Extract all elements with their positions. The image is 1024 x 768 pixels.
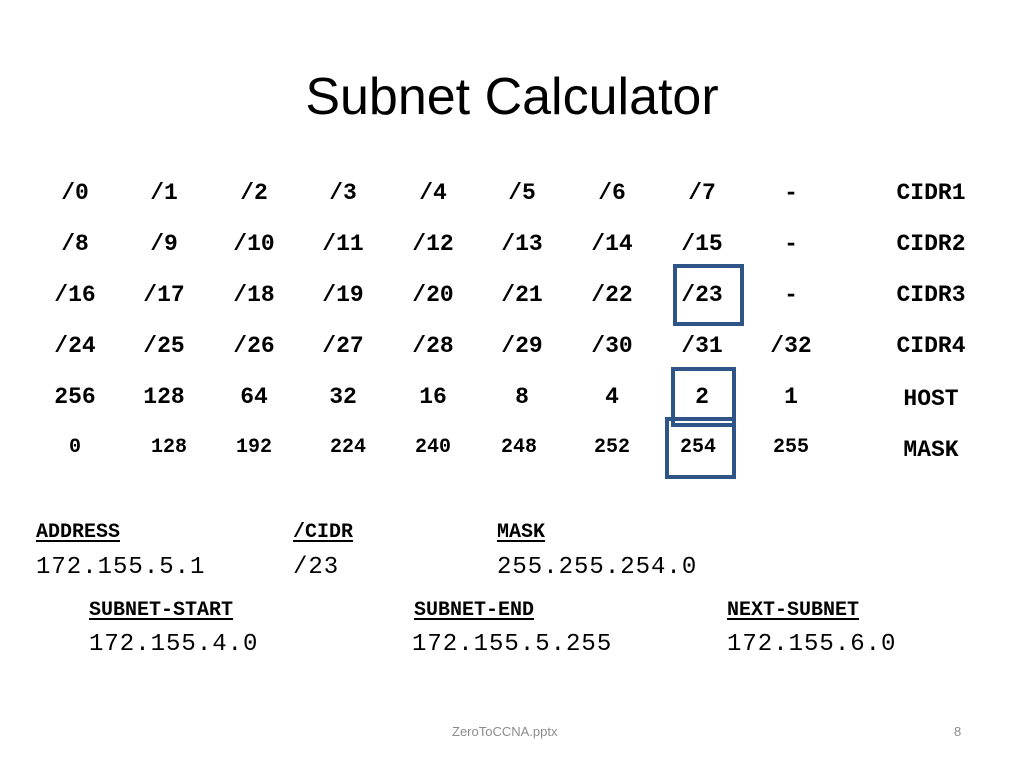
table-cell-host-1: 128 [143, 384, 185, 410]
table-cell-mask-6: 252 [593, 436, 630, 459]
table-cell-cidr1-0: /0 [61, 180, 89, 206]
table-cell-mask-5: 248 [500, 436, 537, 459]
table-cell-cidr1-1: /1 [150, 180, 178, 206]
row-label-cidr3: CIDR3 [896, 282, 966, 308]
table-cell-host-8: 1 [784, 384, 798, 410]
table-cell-cidr3-8: - [784, 282, 798, 308]
table-cell-cidr1-5: /5 [508, 180, 536, 206]
table-cell-cidr4-6: /30 [591, 333, 633, 359]
table-cell-cidr4-7: /31 [681, 333, 723, 359]
subnet-end-value: 172.155.5.255 [412, 631, 613, 658]
table-cell-mask-3: 224 [329, 436, 366, 459]
mask-value: 255.255.254.0 [497, 554, 698, 581]
table-cell-cidr1-7: /7 [688, 180, 716, 206]
table-cell-cidr2-7: /15 [681, 231, 723, 257]
table-cell-cidr2-6: /14 [591, 231, 633, 257]
table-cell-cidr4-5: /29 [501, 333, 543, 359]
table-cell-cidr3-3: /19 [322, 282, 364, 308]
table-cell-host-2: 64 [240, 384, 268, 410]
row-label-mask: MASK [903, 437, 959, 463]
table-cell-cidr1-8: - [784, 180, 798, 206]
subnet-start-value: 172.155.4.0 [89, 631, 259, 658]
table-cell-mask-4: 240 [414, 436, 451, 459]
row-label-host: HOST [903, 386, 959, 412]
table-cell-cidr3-0: /16 [54, 282, 96, 308]
table-cell-host-7: 2 [695, 384, 709, 410]
cidr-value: /23 [293, 554, 340, 581]
next-subnet-value: 172.155.6.0 [727, 631, 897, 658]
mask-label: MASK [497, 521, 546, 544]
table-cell-cidr3-1: /17 [143, 282, 185, 308]
table-cell-mask-0: 0 [68, 436, 81, 459]
table-cell-host-3: 32 [329, 384, 357, 410]
table-cell-mask-1: 128 [150, 436, 187, 459]
table-cell-cidr3-5: /21 [501, 282, 543, 308]
subnet-end-label: SUBNET-END [414, 599, 535, 622]
table-cell-cidr3-4: /20 [412, 282, 454, 308]
table-cell-cidr2-8: - [784, 231, 798, 257]
cidr-label: /CIDR [293, 521, 354, 544]
subnet-start-label: SUBNET-START [89, 599, 234, 622]
address-label: ADDRESS [36, 521, 121, 544]
table-cell-mask-7: 254 [679, 436, 716, 459]
table-cell-host-4: 16 [419, 384, 447, 410]
table-cell-cidr3-7: /23 [681, 282, 723, 308]
table-cell-cidr1-6: /6 [598, 180, 626, 206]
table-cell-cidr2-4: /12 [412, 231, 454, 257]
row-label-cidr2: CIDR2 [896, 231, 966, 257]
table-cell-cidr2-3: /11 [322, 231, 364, 257]
table-cell-cidr1-2: /2 [240, 180, 268, 206]
table-cell-cidr4-2: /26 [233, 333, 275, 359]
address-value: 172.155.5.1 [36, 554, 206, 581]
table-cell-mask-8: 255 [772, 436, 809, 459]
next-subnet-label: NEXT-SUBNET [727, 599, 860, 622]
table-cell-cidr3-6: /22 [591, 282, 633, 308]
footer-filename: ZeroToCCNA.pptx [452, 724, 558, 739]
row-label-cidr1: CIDR1 [896, 180, 966, 206]
table-cell-mask-2: 192 [235, 436, 272, 459]
table-cell-host-6: 4 [605, 384, 619, 410]
table-cell-cidr4-0: /24 [54, 333, 96, 359]
table-cell-cidr1-3: /3 [329, 180, 357, 206]
table-cell-host-5: 8 [515, 384, 529, 410]
table-cell-cidr4-1: /25 [143, 333, 185, 359]
table-cell-cidr1-4: /4 [419, 180, 447, 206]
table-cell-cidr2-5: /13 [501, 231, 543, 257]
table-cell-cidr2-1: /9 [150, 231, 178, 257]
table-cell-host-0: 256 [54, 384, 96, 410]
highlight-box-cidr [673, 264, 744, 326]
highlight-box-mask [665, 417, 736, 479]
row-label-cidr4: CIDR4 [896, 333, 966, 359]
table-cell-cidr4-4: /28 [412, 333, 454, 359]
table-cell-cidr4-3: /27 [322, 333, 364, 359]
table-cell-cidr3-2: /18 [233, 282, 275, 308]
slide-title: Subnet Calculator [305, 68, 719, 126]
page-number: 8 [954, 724, 962, 739]
table-cell-cidr4-8: /32 [770, 333, 812, 359]
table-cell-cidr2-2: /10 [233, 231, 275, 257]
table-cell-cidr2-0: /8 [61, 231, 89, 257]
